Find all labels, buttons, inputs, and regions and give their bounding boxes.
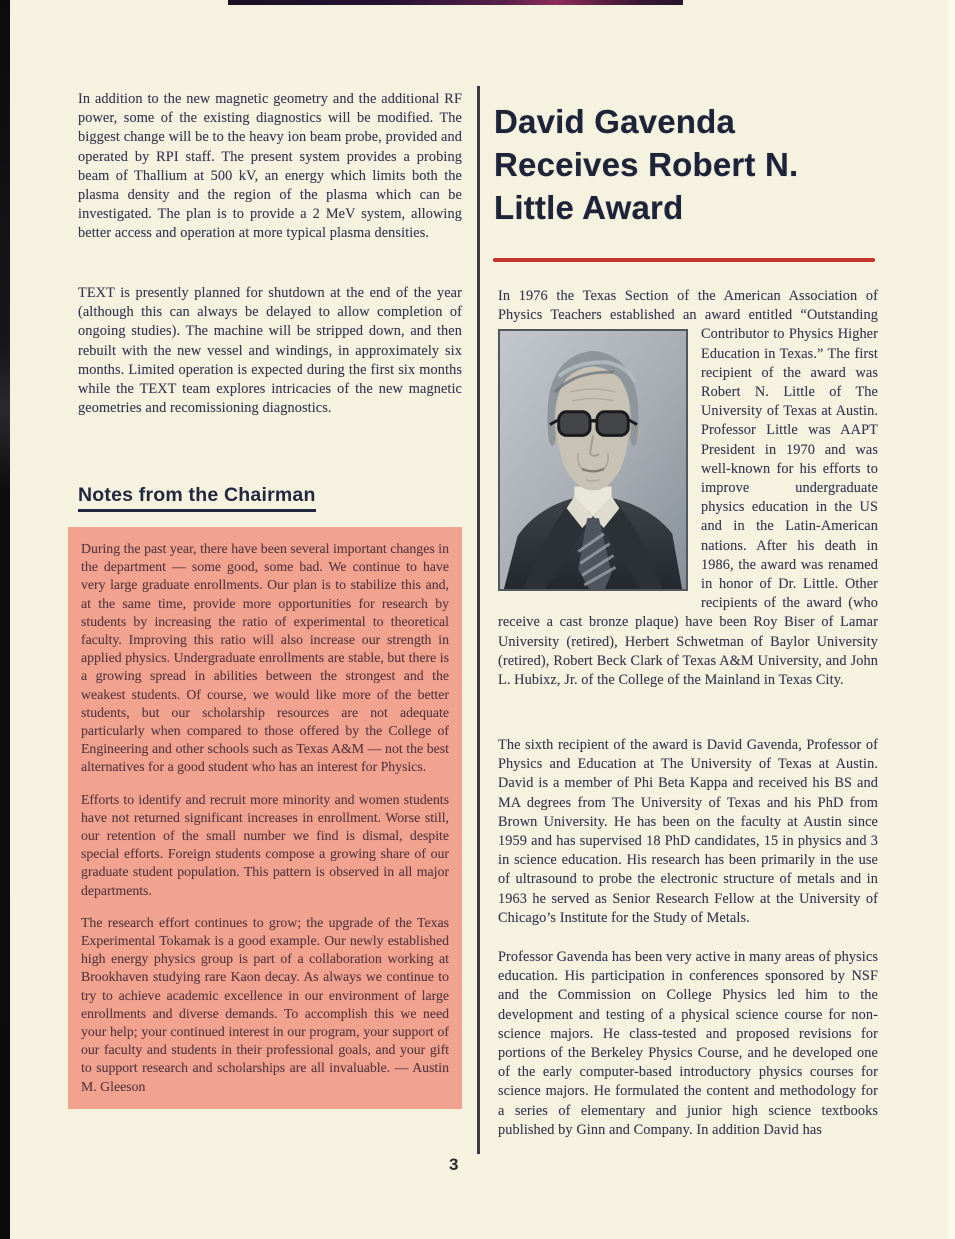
highlight-paragraph: Efforts to identify and recruit more minority and women students have not returned significant increases in enrollment. Worse still, our retention of the small number we find is dismal, despite special efforts. Foreign students compose a growing share of our graduate student population. This pattern is observed in all major departments. — [81, 791, 449, 898]
right-scan-edge — [948, 0, 955, 1239]
intro-text-after-photo: Contributor to Physics Higher Education in Texas.” The first recipient of the award was Robert N. Little of The University of Texas at Austin. Professor Little was AAPT President in 1970 and was well-known for his efforts to improve undergraduate physics education in the US and in the Latin-American nations. After his death in 1986, the award was renamed in honor of Dr. Little. Other recipients of the award (who receive a cast bronze plaque) have been Roy Biser of Lamar University (retired), Herbert Schwetman of Baylor University (retired), Robert Beck Clark of Texas A&M University, and John L. Hubixz, Jr. of the College of the Mainland in Texas City. — [498, 326, 878, 689]
left-scan-band — [0, 0, 10, 1239]
headline-rule — [493, 258, 875, 262]
highlight-paragraph: The research effort continues to grow; the upgrade of the Texas Experimental Tokamak is a good example. Our newly established high energy physics group is part of a collaboration working at Brookhaven studying rare Kaon decay. As always we continue to try to achieve academic excellence in our environment of large enrollments and diverse demands. To accomplish this we need your help; your continued interest in our program, your support of our faculty and students in their professional goals, and your gift to support research and scholarships are all invaluable. — Austin M. Gleeson — [81, 914, 449, 1094]
body-paragraph-shutdown: TEXT is presently planned for shutdown at the end of the year (although this can always be delayed to allow completion of ongoing studies). The machine will be stripped down, and then rebuilt with the new vessel and windings, in approximately six months. Limited operation is expected during the first six months while the TEXT team explores intricacies of the new magnetic geometries and recomissioning diagnostics. — [78, 285, 462, 417]
portrait-photo-illustration — [498, 329, 688, 591]
article-intro-paragraph — [498, 287, 878, 690]
chairman-note-highlight — [68, 527, 462, 1109]
portrait-photo — [498, 329, 688, 591]
body-paragraph-sixth-recipient: The sixth recipient of the award is David Gavenda, Professor of Physics and Education at The University of Texas at Austin. David is a member of Phi Beta Kappa and received his BS and MA degrees from The University of Texas and his PhD from Brown University. He has been on the faculty at Austin since 1959 and has supervised 18 PhD candidates, 15 in physics and 3 in science education. His research has been primarily in the use of ultrasound to probe the electronic structure of metals and in 1963 he served as Senior Research Fellow at the University of Chicago’s Institute for the Study of Metals. — [498, 737, 878, 926]
column-divider — [477, 86, 480, 1154]
top-scan-bar — [228, 0, 683, 5]
highlight-paragraph: During the past year, there have been several important changes in the department — some good, some bad. We continue to have very large graduate enrollments. Our plan is to stabilize this and, at the same time, provide more opportunities for research by students by increasing the ratio of experimental to theoretical faculty. Improving this ratio will also increase our strength in applied physics. Undergraduate enrollments are stable, but there is a growing spread in abilities between the strongest and the weakest students. Of course, we would like more of the better students, but our scholarship resources are not adequate particularly when compared to those offered by the College of Engineering and other schools such as Texas A&M — not the best alternatives for a good student who has an interest for Physics. — [81, 541, 449, 775]
body-paragraph-gavenda-activities: Professor Gavenda has been very active in many areas of physics education. His participation in conferences sponsored by NSF and the Commission on College Physics led him to the development and testing of a physical science course for non-science majors. He class-tested and proposed revisions for portions of the Berkeley Physics Course, and he developed one of the early computer-based introductory physics courses for science majors. He formulated the content and methodology for a series of elementary and junior high science textbooks published by Ginn and Company. In addition David has — [498, 949, 878, 1138]
body-paragraph-diagnostics: In addition to the new magnetic geometry and the additional RF power, some of the existing diagnostics will be modified. The biggest change will be to the heavy ion beam probe, provided and operated by RPI staff. The present system provides a probing beam of Thallium at 500 kV, an energy which limits both the plasma density and the region of the plasma which can be investigated. The plan is to provide a 2 MeV system, allowing better access and operation at more typical plasma densities. — [78, 91, 462, 242]
article-headline: David Gavenda Receives Robert N. Little Award — [494, 103, 799, 226]
page-number: 3 — [449, 1155, 459, 1174]
section-heading-chairman: Notes from the Chairman — [78, 484, 316, 512]
intro-text-before-photo: In 1976 the Texas Section of the American Association of Physics Teachers established an award entitled “Outstanding — [498, 288, 878, 324]
